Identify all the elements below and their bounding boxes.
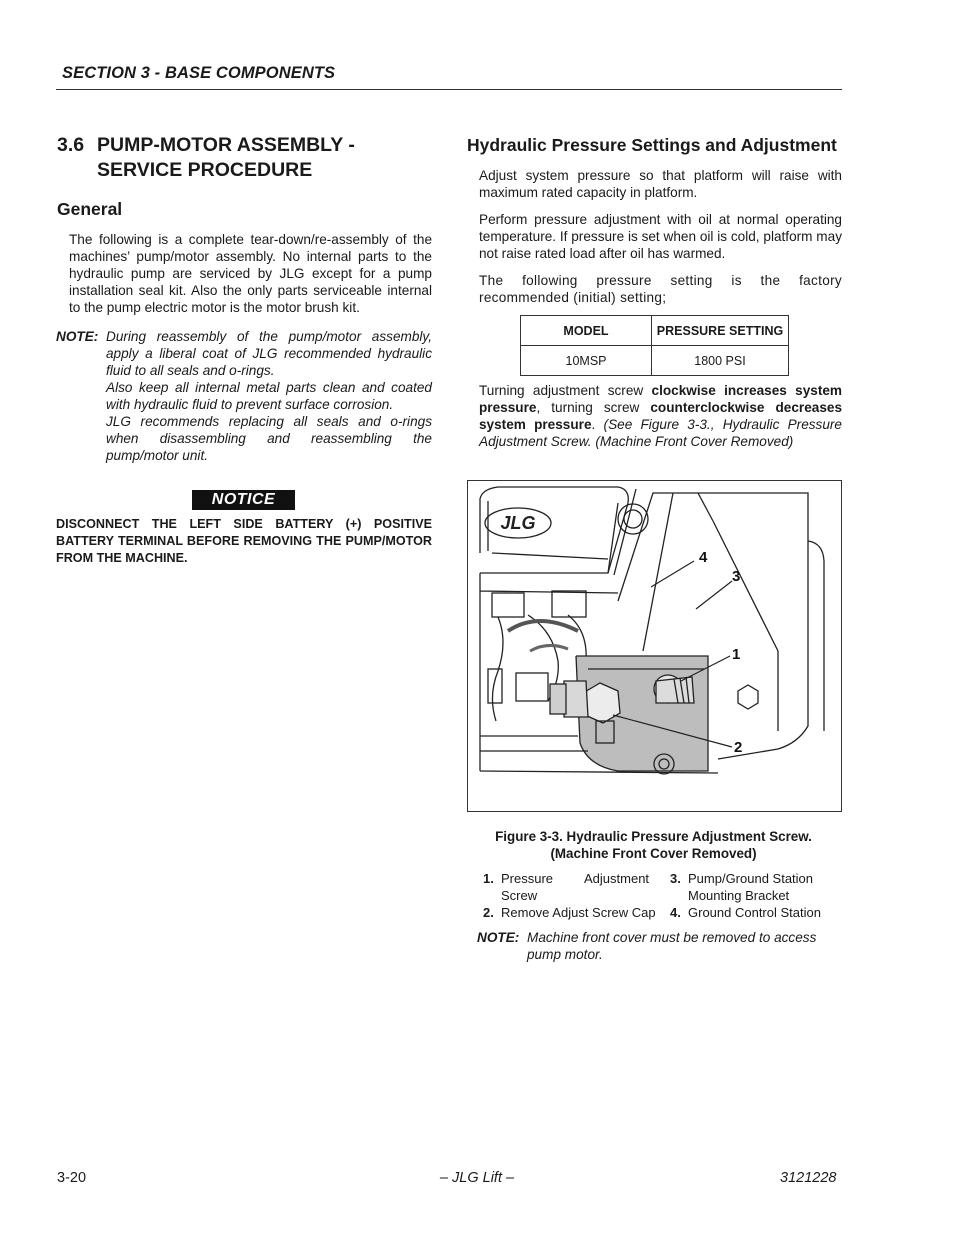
- hydraulic-paragraph-2: Perform pressure adjustment with oil at normal operating temperature. If pressure is set when oil is cold, platform may not raise rated load after oil has warmed.: [479, 212, 842, 261]
- callout-3: 3: [732, 568, 741, 585]
- section-header: SECTION 3 - BASE COMPONENTS: [62, 64, 336, 82]
- notice-text: DISCONNECT THE LEFT SIDE BATTERY (+) POSITIVE BATTERY TERMINAL BEFORE REMOVING THE PUMP/MOTOR FROM THE MACHINE.: [56, 517, 432, 565]
- legend-num-4: 4.: [670, 905, 681, 920]
- pressure-setting-table: [520, 315, 789, 376]
- legend-text-1a: Pressure: [501, 871, 554, 886]
- section-title-line2: SERVICE PROCEDURE: [97, 159, 313, 181]
- legend-num-1: 1.: [483, 871, 494, 886]
- hydraulic-paragraph-4: [479, 382, 842, 450]
- note-paragraph-1: During reassembly of the pump/motor assembly, apply a liberal coat of JLG recommended hydraulic fluid to all seals and o-rings.: [106, 329, 432, 378]
- general-note: [56, 328, 432, 464]
- notice-label: NOTICE: [192, 490, 295, 510]
- legend-text-2: Remove Adjust Screw Cap: [501, 905, 656, 920]
- figure-legend: [480, 870, 840, 930]
- p4-bold-clockwise: clockwise increases system pressure: [479, 383, 842, 415]
- section-title: [57, 133, 437, 183]
- section-number: 3.6: [57, 134, 85, 156]
- legend-text-4: Ground Control Station: [688, 905, 821, 920]
- hydraulic-heading: Hydraulic Pressure Settings and Adjustment: [467, 135, 837, 155]
- table-cell-model: 10MSP: [521, 346, 652, 376]
- legend-text-3a: Pump/Ground Station: [688, 871, 814, 886]
- hydraulic-paragraph-1: Adjust system pressure so that platform will raise with maximum rated capacity in platform.: [479, 168, 842, 200]
- figure-caption-line2: (Machine Front Cover Removed): [550, 846, 757, 861]
- legend-text-3c: Mounting Bracket: [688, 888, 790, 903]
- footer-center: – JLG Lift –: [439, 1170, 515, 1186]
- p4-figure-reference: (See Figure 3-3., Hydraulic Pressure Adjustment Screw. (Machine Front Cover Removed): [479, 417, 842, 449]
- note-paragraph-2: Also keep all internal metal parts clean and coated with hydraulic fluid to prevent surface corrosion.: [106, 380, 432, 412]
- figure-note: [477, 929, 837, 963]
- legend-num-3: 3.: [670, 871, 681, 886]
- table-header-pressure: PRESSURE SETTING: [652, 316, 789, 346]
- table-cell-pressure: 1800 PSI: [652, 346, 789, 376]
- hydraulic-paragraph-3: The following pressure setting is the factory recommended (initial) setting;: [479, 273, 842, 305]
- pump-motor-illustration: [468, 481, 841, 811]
- table-header-model: MODEL: [521, 316, 652, 346]
- p4-text-a: Turning adjustment screw: [479, 383, 652, 398]
- header-rule: [56, 89, 842, 90]
- legend-num-2: 2.: [483, 905, 494, 920]
- p4-bold-counterclockwise: counterclockwise decreases system pressure: [479, 400, 843, 432]
- figure-3-3: [467, 480, 842, 812]
- page-number: 3-20: [57, 1170, 87, 1186]
- legend-text-1b: Adjustment: [584, 871, 650, 886]
- figure-caption: [467, 828, 840, 862]
- legend-text-1c: Screw: [501, 888, 538, 903]
- callout-4: 4: [699, 549, 708, 566]
- callout-1: 1: [732, 646, 741, 663]
- p4-text-c: , turning screw: [536, 400, 651, 415]
- figure-note-label: NOTE:: [477, 930, 520, 945]
- figure-note-text: Machine front cover must be removed to access pump motor.: [527, 930, 817, 962]
- note-paragraph-3: JLG recommends replacing all seals and o-rings when disassembling and reassembling the pump/motor unit.: [106, 414, 432, 463]
- general-heading: General: [57, 199, 123, 219]
- p4-text-e: .: [591, 417, 604, 432]
- callout-2: 2: [734, 739, 743, 756]
- document-number: 3121228: [780, 1170, 837, 1186]
- section-title-line1: PUMP-MOTOR ASSEMBLY -: [97, 134, 355, 156]
- note-label: NOTE:: [56, 329, 99, 344]
- jlg-logo: JLG: [500, 513, 536, 533]
- figure-caption-line1: Figure 3-3. Hydraulic Pressure Adjustment Screw.: [495, 829, 812, 844]
- general-paragraph: The following is a complete tear-down/re-assembly of the machines’ pump/motor assembly. No internal parts to the hydraulic pump are serviced by JLG except for a pump installation seal kit. Also the only parts serviceable internal to the pump electric motor is the motor brush kit.: [69, 232, 432, 315]
